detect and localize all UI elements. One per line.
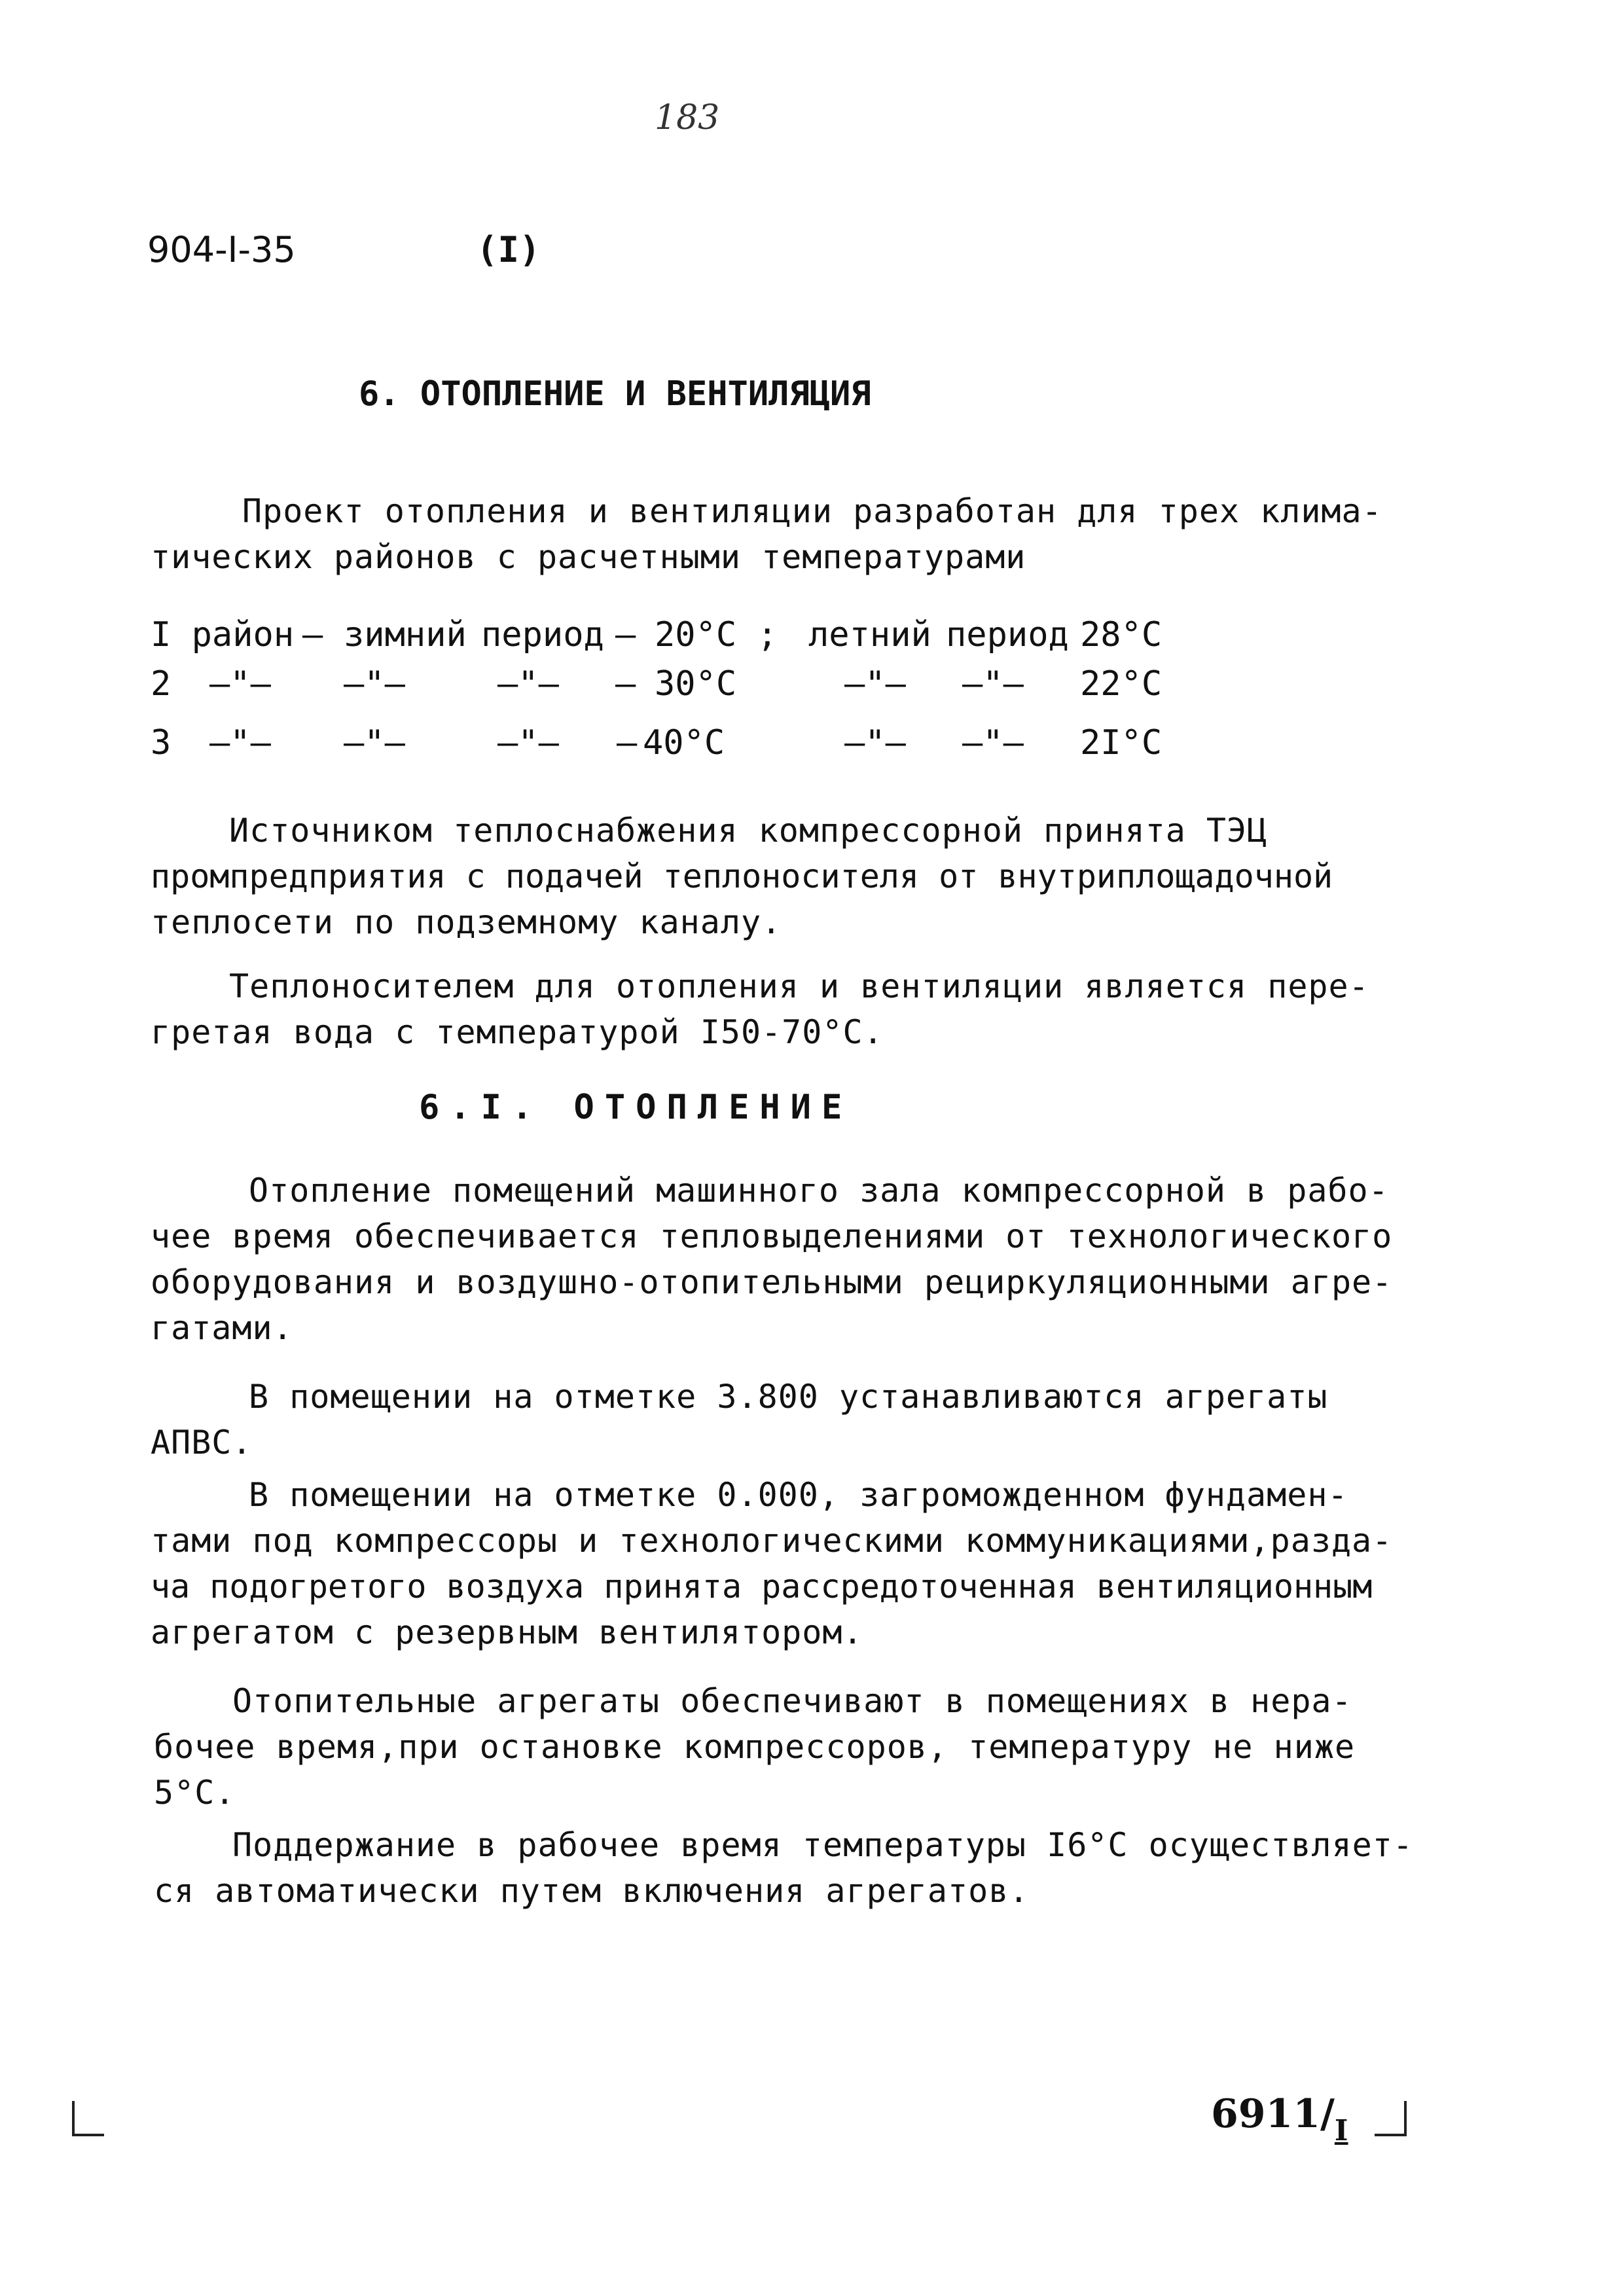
section-title: 6. ОТОПЛЕНИЕ И ВЕНТИЛЯЦИЯ (359, 374, 871, 414)
region-label: 3 (151, 723, 171, 762)
ditto: –"– (844, 664, 906, 704)
document-code: 904-I-35 (147, 229, 296, 270)
handwritten-page-number: 183 (655, 98, 720, 137)
winter-temp: 20°С ; (655, 615, 778, 655)
period-label: период (481, 615, 604, 655)
dash: – (302, 615, 323, 655)
sheet-number (1211, 2091, 1348, 2147)
season-summer: летний (808, 615, 931, 655)
minus-sign: – (615, 664, 636, 704)
summer-temp: 22°С (1080, 664, 1163, 704)
para-0000-line-4: агрегатом с резервным вентилятором. (151, 1613, 863, 1651)
para-source-line-3: теплосети по подземному каналу. (151, 903, 782, 941)
summer-temp: 28°С (1080, 615, 1163, 655)
sheet-number-main: 6911/ (1211, 2091, 1335, 2137)
para-heating-line-1: Отопление помещений машинного зала компрессорной в рабо- (249, 1172, 1389, 1210)
intro-line-1: Проект отопления и вентиляции разработан для трех клима- (242, 492, 1382, 530)
para-heating-line-4: гатами. (151, 1309, 293, 1347)
para-carrier-line-1: Теплоносителем для отопления и вентиляции является пере- (229, 967, 1369, 1005)
minus-sign: – (617, 723, 638, 762)
region-label: 2 (151, 664, 171, 704)
para-auto-line-2: ся автоматически путем включения агрегатов. (154, 1872, 1030, 1910)
ditto: –"– (209, 664, 271, 704)
sheet-number-sub: I (1334, 2114, 1348, 2147)
document-volume: (I) (477, 229, 541, 270)
para-nonwork-line-2: бочее время,при остановке компрессоров, температуру не ниже (154, 1728, 1356, 1766)
ditto: –"– (844, 723, 906, 762)
para-auto-line-1: Поддержание в рабочее время температуры I6°С осуществляет- (232, 1826, 1413, 1864)
region-label: I район (151, 615, 295, 655)
ditto: –"– (497, 723, 559, 762)
para-source-line-2: промпредприятия с подачей теплоносителя от внутриплощадочной (151, 857, 1333, 895)
corner-mark-left (72, 2101, 104, 2136)
ditto: –"– (497, 664, 559, 704)
winter-temp: 40°С (643, 723, 725, 762)
para-0000-line-2: тами под компрессоры и технологическими коммуникациями,разда- (151, 1522, 1393, 1560)
corner-mark-right (1375, 2101, 1407, 2136)
ditto: –"– (209, 723, 271, 762)
para-apvs-line-1: В помещении на отметке 3.800 устанавливаются агрегаты (249, 1378, 1328, 1416)
season-winter: зимний (344, 615, 467, 655)
ditto: –"– (344, 723, 405, 762)
ditto: –"– (962, 664, 1024, 704)
para-nonwork-line-3: 5°С. (154, 1774, 236, 1812)
para-0000-line-3: ча подогретого воздуха принята рассредоточенная вентиляционным (151, 1568, 1373, 1605)
period-label: период (946, 615, 1069, 655)
para-carrier-line-2: гретая вода с температурой I50-70°С. (151, 1013, 884, 1051)
intro-line-2: тических районов с расчетными температурами (151, 538, 1026, 576)
ditto: –"– (962, 723, 1024, 762)
minus-sign: – (615, 615, 636, 655)
subsection-title: 6.I. ОТОПЛЕНИЕ (419, 1088, 853, 1127)
summer-temp: 2I°С (1080, 723, 1163, 762)
para-source-line-1: Источником теплоснабжения компрессорной принята ТЭЦ (229, 812, 1268, 850)
para-apvs-line-2: АПВС. (151, 1424, 253, 1462)
para-heating-line-2: чее время обеспечивается тепловыделениями от технологического (151, 1217, 1393, 1255)
ditto: –"– (344, 664, 405, 704)
winter-temp: 30°С (655, 664, 737, 704)
para-0000-line-1: В помещении на отметке 0.000, загроможденном фундамен- (249, 1476, 1348, 1514)
para-nonwork-line-1: Отопительные агрегаты обеспечивают в помещениях в нера- (232, 1682, 1352, 1720)
para-heating-line-3: оборудования и воздушно-отопительными рециркуляционными агре- (151, 1263, 1393, 1301)
